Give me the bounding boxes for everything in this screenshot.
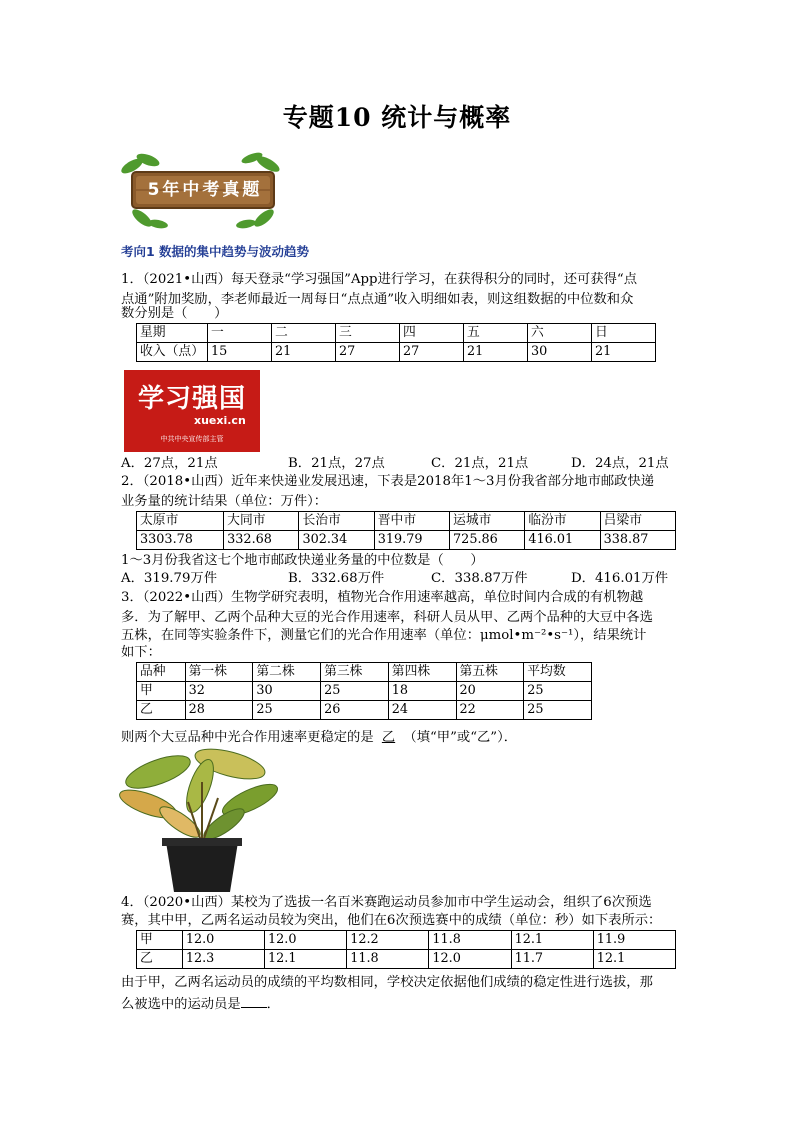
table-cell: 25: [253, 701, 321, 720]
table-cell: 416.01: [525, 531, 600, 550]
table-cell: 一: [207, 324, 271, 343]
table-cell: 725.86: [450, 531, 525, 550]
table-cell: 11.7: [511, 950, 593, 969]
potted-plant-icon: [118, 742, 286, 892]
q2-text-line3: 1～3月份我省这七个地市邮政快递业务量的中位数是（ ）: [121, 553, 484, 568]
q3-text-line1: 3．（2022•山西）生物学研究表明，植物光合作用速率越高，单位时间内合成的有机物越: [121, 590, 644, 605]
q3-text-line4: 如下：: [121, 645, 161, 660]
table-cell: 12.0: [265, 931, 347, 950]
table-cell: 12.0: [429, 950, 511, 969]
table-cell: 30: [253, 682, 321, 701]
table-cell: 28: [185, 701, 253, 720]
q4-text-line1: 4．（2020•山西）某校为了选拔一名百米赛跑运动员参加市中学生运动会，组织了6次预选: [121, 895, 652, 910]
q2-table: [136, 511, 676, 550]
table-cell: 日: [591, 324, 655, 343]
option-b: B．21点，27点: [288, 456, 385, 471]
table-cell: 21: [591, 343, 655, 362]
table-cell: 21: [463, 343, 527, 362]
table-cell: 15: [207, 343, 271, 362]
table-cell: 12.3: [182, 950, 264, 969]
q3-text-line3: 五株，在同等实验条件下，测量它们的光合作用速率（单位：μmol•m⁻²•s⁻¹），结果统计: [121, 628, 647, 643]
table-cell: 第一株: [185, 663, 253, 682]
table-cell: 收入（点）: [137, 343, 208, 362]
q4-text-line2: 赛，其中甲，乙两名运动员较为突出，他们在6次预选赛中的成绩（单位：秒）如下表所示：: [121, 913, 662, 928]
option-c: C．21点，21点: [431, 456, 529, 471]
q1-options: [121, 454, 681, 474]
section-heading: 考向1 数据的集中趋势与波动趋势: [121, 244, 310, 259]
option-c: C．338.87万件: [431, 571, 528, 586]
xuexi-logo: [124, 370, 260, 452]
table-cell: 长治市: [299, 512, 374, 531]
table-cell: 30: [527, 343, 591, 362]
q4-table: [136, 930, 676, 969]
exam-banner: [118, 152, 286, 232]
q4-text-prefix: 么被选中的运动员是: [121, 997, 241, 1012]
table-row: [137, 512, 676, 531]
table-cell: 太原市: [137, 512, 224, 531]
table-cell: 二: [271, 324, 335, 343]
table-row: [137, 931, 676, 950]
banner-text: 5年中考真题: [147, 180, 263, 200]
logo-subtitle: 中共中央宣传部主管: [160, 435, 224, 443]
table-cell: 3303.78: [137, 531, 224, 550]
table-cell: 乙: [137, 701, 186, 720]
q2-text-line1: 2．（2018•山西）近年来快递业发展迅速，下表是2018年1～3月份我省部分地市邮政快递: [121, 474, 655, 489]
q1-table: [136, 323, 656, 362]
table-cell: 临汾市: [525, 512, 600, 531]
answer-blank: [241, 994, 267, 1008]
table-cell: 18: [388, 682, 456, 701]
table-cell: 第四株: [388, 663, 456, 682]
table-cell: 27: [335, 343, 399, 362]
q2-text-line2: 业务量的统计结果（单位：万件）：: [121, 494, 328, 509]
table-cell: 第五株: [456, 663, 524, 682]
option-a: A．319.79万件: [121, 571, 218, 586]
table-cell: 11.8: [429, 931, 511, 950]
option-d: D．24点，21点: [571, 456, 669, 471]
q3-answer: 乙: [381, 730, 396, 745]
table-cell: 338.87: [600, 531, 675, 550]
option-a: A．27点，21点: [121, 456, 218, 471]
page-title: 专题10 统计与概率: [282, 103, 512, 132]
table-cell: 甲: [137, 931, 183, 950]
logo-main-text: 学习强国: [137, 384, 246, 414]
table-cell: 三: [335, 324, 399, 343]
table-cell: 五: [463, 324, 527, 343]
table-cell: 晋中市: [374, 512, 449, 531]
table-cell: 甲: [137, 682, 186, 701]
table-row: [137, 950, 676, 969]
table-cell: 319.79: [374, 531, 449, 550]
table-cell: 吕梁市: [600, 512, 675, 531]
q1-text-line1: 1．（2021•山西）每天登录“学习强国”App进行学习，在获得积分的同时，还可获得“点: [121, 272, 638, 287]
table-cell: 11.8: [347, 950, 429, 969]
q3-table: [136, 662, 592, 720]
table-cell: 11.9: [593, 931, 675, 950]
table-cell: 25: [524, 682, 592, 701]
q1-text-line2: 点通”附加奖励，李老师最近一周每日“点点通”收入明细如表，则这组数据的中位数和众: [121, 292, 634, 307]
table-cell: 25: [321, 682, 389, 701]
table-row: [137, 663, 592, 682]
table-cell: 星期: [137, 324, 208, 343]
table-cell: 12.1: [511, 931, 593, 950]
table-cell: 302.34: [299, 531, 374, 550]
table-cell: 12.1: [265, 950, 347, 969]
table-cell: 运城市: [450, 512, 525, 531]
logo-domain: xuexi.cn: [194, 414, 246, 427]
option-d: D．416.01万件: [571, 571, 669, 586]
table-cell: 12.0: [182, 931, 264, 950]
table-cell: 平均数: [524, 663, 592, 682]
table-cell: 24: [388, 701, 456, 720]
q3-answer-suffix: （填“甲”或“乙”）．: [403, 730, 518, 745]
table-cell: 25: [524, 701, 592, 720]
q3-text-line2: 多．为了解甲、乙两个品种大豆的光合作用速率，科研人员从甲、乙两个品种的大豆中各选: [121, 610, 653, 625]
table-cell: 332.68: [224, 531, 299, 550]
q1-text-line3: 数分别是（ ）: [121, 306, 228, 321]
table-cell: 12.1: [593, 950, 675, 969]
table-row: [137, 343, 656, 362]
q3-answer-prefix: 则两个大豆品种中光合作用速率更稳定的是: [121, 730, 374, 745]
table-cell: 品种: [137, 663, 186, 682]
table-cell: 第二株: [253, 663, 321, 682]
q4-text-suffix: ．: [266, 997, 280, 1012]
table-row: [137, 682, 592, 701]
table-cell: 22: [456, 701, 524, 720]
table-cell: 32: [185, 682, 253, 701]
table-row: [137, 324, 656, 343]
table-cell: 四: [399, 324, 463, 343]
q4-answer-line: [121, 994, 681, 1014]
table-cell: 27: [399, 343, 463, 362]
table-cell: 大同市: [224, 512, 299, 531]
table-cell: 21: [271, 343, 335, 362]
table-cell: 六: [527, 324, 591, 343]
table-row: [137, 701, 592, 720]
plant-image: [118, 742, 286, 892]
table-cell: 第三株: [321, 663, 389, 682]
q4-text-line3: 由于甲，乙两名运动员的成绩的平均数相同，学校决定依据他们成绩的稳定性进行选拔，那: [121, 975, 653, 990]
table-cell: 乙: [137, 950, 183, 969]
table-cell: 20: [456, 682, 524, 701]
table-cell: 26: [321, 701, 389, 720]
option-b: B．332.68万件: [288, 571, 385, 586]
q2-options: [121, 569, 681, 589]
table-cell: 12.2: [347, 931, 429, 950]
table-row: [137, 531, 676, 550]
